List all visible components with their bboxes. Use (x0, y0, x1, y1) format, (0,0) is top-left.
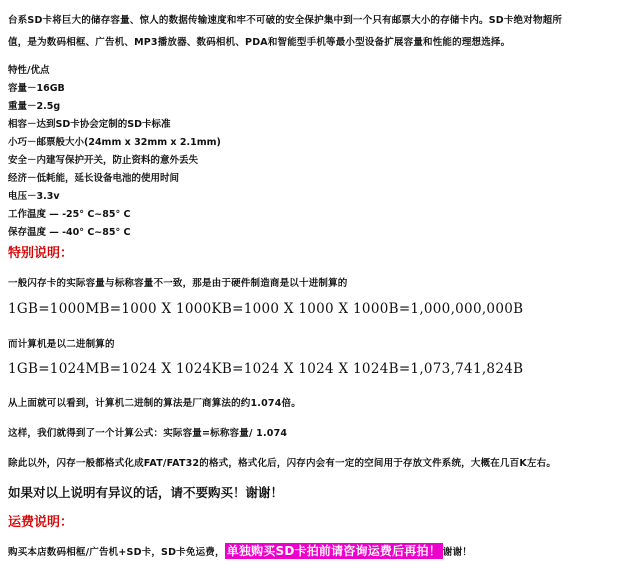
special-note-ratio: 从上面就可以看到，计算机二进制的算法是厂商算法的约1.074倍。 (8, 398, 301, 409)
spec-item-storage-temp: 保存温度 — -40° C~85° C (8, 227, 131, 238)
spec-item-operating-temp: 工作温度 — -25° C~85° C (8, 209, 131, 220)
special-note-formula: 这样，我们就得到了一个计算公式：实际容量=标称容量/ 1.074 (8, 428, 288, 439)
spec-item-weight: 重量－2.5g (8, 101, 61, 112)
shipping-text-before: 购买本店数码相框/广告机+SD卡，SD卡免运费， (8, 547, 225, 558)
objection-warning: 如果对以上说明有异议的话，请不要购买！谢谢！ (8, 485, 284, 500)
spec-item-economy: 经济－低耗能，延长设备电池的使用时间 (8, 173, 180, 184)
spec-item-compatibility: 相容－达到SD卡协会定制的SD卡标准 (8, 119, 171, 130)
shipping-text-after: 谢谢！ (442, 547, 473, 558)
special-notes-title: 特别说明： (8, 246, 74, 261)
intro-line-1: 台系SD卡将巨大的储存容量、惊人的数据传输速度和牢不可破的安全保护集中到一个只有邮票大小的存储卡内。SD卡绝对物超所 (8, 15, 563, 26)
special-note-format: 除此以外，闪存一般都格式化成FAT/FAT32的格式，格式化后，闪存内会有一定的空间用于存放文件系统，大概在几百K左右。 (8, 458, 557, 469)
special-note-decimal: 一般闪存卡的实际容量与标称容量不一致，那是由于硬件制造商是以十进制算的 (8, 278, 348, 289)
spec-item-capacity: 容量－16GB (8, 83, 65, 94)
formula-decimal: 1GB=1000MB=1000 X 1000KB=1000 X 1000 X 1000B=1,000,000,000B (8, 301, 524, 317)
special-note-binary: 而计算机是以二进制算的 (8, 339, 115, 350)
specs-heading: 特性/优点 (8, 65, 50, 76)
formula-binary: 1GB=1024MB=1024 X 1024KB=1024 X 1024 X 1024B=1,073,741,824B (8, 361, 524, 377)
shipping-notes-title: 运费说明： (8, 515, 74, 530)
spec-item-security: 安全－内建写保护开关，防止资料的意外丢失 (8, 155, 199, 166)
intro-line-2: 值，是为数码相框、广告机、MP3播放器、数码相机、PDA和智能型手机等最小型设备扩展容量和性能的理想选择。 (8, 37, 511, 48)
shipping-highlight: 单独购买SD卡拍前请咨询运费后再拍！ (226, 544, 441, 558)
spec-item-voltage: 电压－3.3v (8, 191, 60, 202)
shipping-line (8, 542, 472, 559)
spec-item-size: 小巧－邮票般大小(24mm x 32mm x 2.1mm) (8, 137, 221, 148)
